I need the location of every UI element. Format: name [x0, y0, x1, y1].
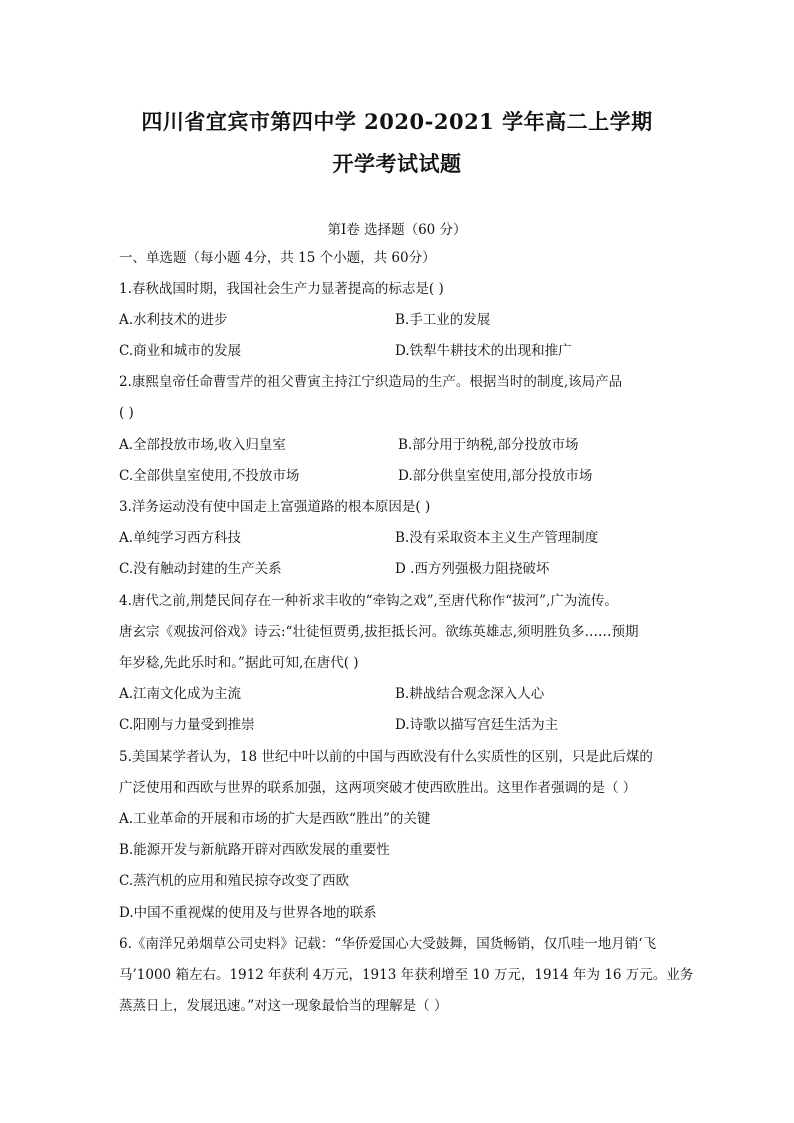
question-5-stem-line2: 广泛使用和西欧与世界的联系加强，这两项突破才使西欧胜出。这里作者强调的是（ ）	[119, 780, 637, 796]
question-5-stem-line1: 5.美国某学者认为，18 世纪中叶以前的中国与西欧没有什么实质性的区别，只是此后煤的	[119, 749, 653, 765]
question-1-option-d: D.铁犁牛耕技术的出现和推广	[395, 343, 572, 359]
question-2-option-d: D.部分供皇室使用,部分投放市场	[398, 468, 593, 484]
question-2-option-c: C.全部供皇室使用,不投放市场	[119, 468, 300, 484]
question-3-option-d: D .西方列强极力阻挠破坏	[395, 561, 550, 577]
question-5-option-a: A.工业革命的开展和市场的扩大是西欧“胜出”的关键	[119, 811, 431, 827]
question-4-option-c: C.阳刚与力量受到推崇	[119, 717, 255, 733]
question-5-option-c: C.蒸汽机的应用和殖民掠夺改变了西欧	[119, 873, 350, 889]
question-3-option-a: A.单纯学习西方科技	[119, 530, 242, 546]
question-6-stem-line1: 6.《南洋兄弟烟草公司史料》记载：“华侨爱国心大受鼓舞，国货畅销，仅爪哇一地月销‘飞	[119, 936, 657, 952]
question-4-option-d: D.诗歌以描写宫廷生活为主	[395, 717, 559, 733]
question-4-stem-line2: 唐玄宗《观拔河俗戏》诗云:“壮徒恒贾勇,拔拒抵长河。欲练英雄志,须明胜负多……预期	[119, 624, 639, 640]
question-3-option-b: B.没有采取资本主义生产管理制度	[395, 530, 599, 546]
question-3-option-c: C.没有触动封建的生产关系	[119, 561, 282, 577]
exam-title-line1: 四川省宜宾市第四中学 2020-2021 学年高二上学期	[141, 109, 653, 134]
question-2-option-a: A.全部投放市场,收入归皇室	[119, 437, 286, 453]
question-2-stem-line1: 2.康熙皇帝任命曹雪芹的祖父曹寅主持江宁织造局的生产。根据当时的制度,该局产品	[119, 374, 623, 390]
question-6-stem-line2: 马’1000 箱左右。1912 年获利 4万元，1913 年获利增至 10 万元，1914 年为 16 万元。业务	[119, 967, 694, 983]
question-4-option-a: A.江南文化成为主流	[119, 686, 242, 702]
question-6-stem-line3: 蒸蒸日上，发展迅速。”对这一现象最恰当的理解是（ ）	[119, 998, 448, 1014]
instructions: 一、单选题（每小题 4分，共 15 个小题，共 60分）	[119, 250, 436, 266]
question-2-stem-line2: ( )	[119, 405, 134, 421]
question-4-stem-line3: 年岁稔,先此乐时和。”据此可知,在唐代( )	[119, 655, 359, 671]
question-1-option-b: B.手工业的发展	[395, 312, 491, 328]
question-2-option-b: B.部分用于纳税,部分投放市场	[398, 437, 579, 453]
question-1-stem: 1.春秋战国时期，我国社会生产力显著提高的标志是( )	[119, 281, 444, 297]
question-4-stem-line1: 4.唐代之前,荆楚民间存在一种祈求丰收的“牵钩之戏”,至唐代称作“拔河”,广为流传。	[119, 593, 618, 609]
question-5-option-d: D.中国不重视煤的使用及与世界各地的联系	[119, 905, 377, 921]
question-1-option-c: C.商业和城市的发展	[119, 343, 242, 359]
exam-title-line2: 开学考试试题	[332, 151, 462, 176]
question-3-stem: 3.洋务运动没有使中国走上富强道路的根本原因是( )	[119, 499, 431, 515]
question-5-option-b: B.能源开发与新航路开辟对西欧发展的重要性	[119, 842, 390, 858]
section-heading: 第Ⅰ卷 选择题（60 分）	[327, 222, 467, 238]
question-4-option-b: B.耕战结合观念深入人心	[395, 686, 545, 702]
question-1-option-a: A.水利技术的进步	[119, 312, 228, 328]
